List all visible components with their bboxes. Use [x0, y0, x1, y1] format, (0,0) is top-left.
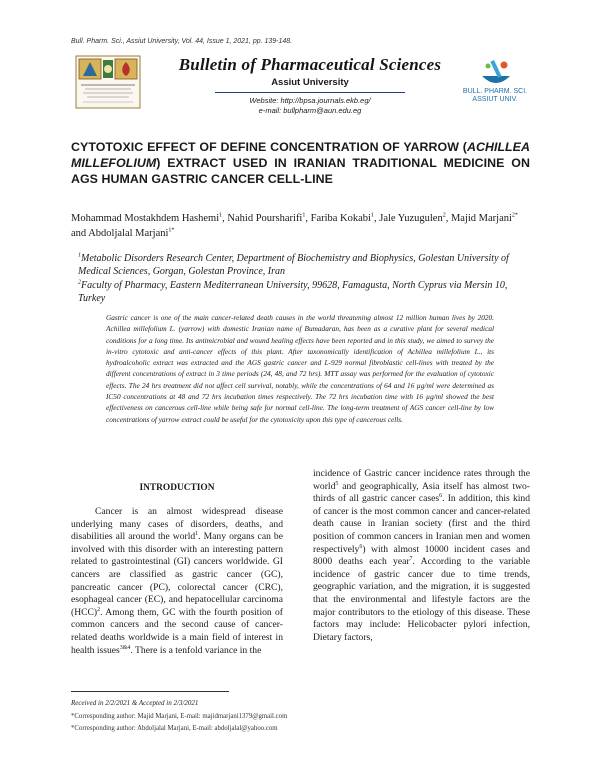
intro-left-column: [71, 506, 283, 657]
journal-logo-text: [455, 88, 535, 103]
author-affiliation-mark: 1*: [168, 227, 175, 234]
body-text: . There is a tenfold variance in the: [130, 644, 262, 656]
corresponding-author-1: *Corresponding author: Majid Marjani, E-mail: majidmarjani1379@gmail.com: [71, 713, 288, 720]
body-text: incidence of Gastric cancer incidence rates through the world: [313, 468, 530, 492]
author-affiliation-mark: 2*: [511, 212, 518, 219]
reference-mark: 7: [409, 555, 413, 562]
journal-logo-text-line1: BULL. PHARM. SCI.: [462, 88, 528, 95]
header-divider: [215, 92, 405, 93]
body-text: ) with almost 10000 incident cases and 8000 deaths each year: [313, 543, 530, 568]
article-title-part2: ) EXTRACT USED IN IRANIAN TRADITIONAL MEDICINE ON AGS HUMAN GASTRIC CANCER CELL-LINE: [71, 156, 530, 186]
abstract: Gastric cancer is one of the main cancer-related death causes in the world threatening almost 12 million human lives by 2020. Achillea millefolium L. (yarrow) with domestic Iranian name of Bumadaran, has been as a curative plant for several medical conditions for a long time. Its antimicrobial and wound healing effects have been reported and in this study, we aimed to survey the in-vitro cytotoxic and anti-cancer effects of this plant. After taxonomically identification of Achillea millefolium L., its hydroalcoholic extract was extracted and the AGS gastric cancer and L-929 normal fibroblastic cell-lines with treated by the different concentrations of extract in 3 time periods (24, 48, and 72 hrs). MTT assay was performed for the evaluation of cytotoxic effects. The 24 hrs treatment did not affect cell survival, notably, while the concentrations of 64 and 16 µg/ml were determined as IC50 concentrations at 48 and 72 hrs incubation times respectively. The 72 hrs incubation time with 16 µg/ml showed the best effectiveness on cancerous cell-line while being safe for normal cell-line. The long-term treatment of AGS cancer cell-line by low concentrations of yarrow extract could be useful for the cytotoxicity upon this type of cancerous cells.: [106, 313, 494, 424]
author-list: [71, 211, 531, 241]
reference-mark: 1: [195, 531, 199, 537]
affiliation-text: Faculty of Pharmacy, Eastern Mediterranean University, 99628, Famagusta, North Cyprus via Mersin 10, Turkey: [78, 280, 508, 304]
journal-logo-text-line2: ASSIUT UNIV.: [472, 95, 518, 103]
body-text: . Among them, GC with the fourth position of common cancers and the second cause of cancer-related deaths worldwide is a main field of interest in health issues: [71, 606, 283, 656]
intro-right-column: [313, 468, 530, 644]
author-name: Majid Marjani: [450, 213, 512, 224]
reference-mark: 6: [439, 493, 443, 499]
journal-name: Bulletin of Pharmaceutical Sciences: [178, 55, 442, 74]
author-name: Jale Yuzugulen: [379, 213, 443, 224]
author-affiliation-mark: 1: [219, 212, 223, 219]
body-text: . Many organs can be involved with this disorder with an interesting pattern related to gastrointestinal (GI) cancers worldwide. GI cancers are classified as gastric cancer (GC), pancreatic cancer (PC), colorectal cancer (CRC), esophageal cancer (EC), and hepatocellular carcinoma (HCC): [71, 531, 283, 618]
journal-header: [150, 55, 470, 115]
author-affiliation-mark: 1: [370, 212, 374, 219]
body-text: and geographically, Asia itself has almost two-thirds of all gastric cancer cases: [313, 480, 530, 505]
body-text: Cancer is an almost widespread disease underlying many cases of disorders, deaths, and disabilities all around the world: [71, 506, 283, 543]
author-name: Abdoljalal Marjani: [88, 228, 169, 239]
affiliation-text: Metabolic Disorders Research Center, Department of Biochemistry and Biophysics, Golestan University of Medical Sciences, Gorgan, Golestan Province, Iran: [78, 253, 509, 277]
affiliation-item: [78, 279, 530, 305]
corresponding-author-2: *Corresponding author: Abdoljalal Marjani, E-mail: abdoljalal@yahoo.com: [71, 725, 278, 732]
reference-mark: 6: [359, 543, 363, 550]
reference-mark: 5: [335, 480, 339, 487]
author-name: Nahid Poursharifi: [227, 213, 303, 224]
author-name: Mohammad Mostakhdem Hashemi: [71, 213, 220, 224]
section-heading-introduction: INTRODUCTION: [139, 483, 215, 493]
author-separator: ,: [373, 213, 380, 224]
university-logo: [75, 55, 141, 109]
author-separator: and: [71, 228, 89, 239]
journal-website[interactable]: Website: http://bpsa.journals.ekb.eg/: [249, 96, 371, 106]
university-name: Assiut University: [271, 77, 349, 88]
article-title-part1: CYTOTOXIC EFFECT OF DEFINE CONCENTRATION OF YARROW (: [71, 140, 467, 154]
affiliation-number: 2: [78, 279, 81, 286]
author-separator: ,: [305, 213, 311, 224]
body-text: . According to the variable incidence of gastric cancer due to time trends, geographic variation, and the migration, it is suggested that the environmental and lifestyle factors are the major contributors to the etiology of this disease. These factors may include: Helicobacter pylori infection, Dietary factors,: [313, 556, 530, 643]
affiliation-item: [78, 252, 530, 278]
received-accepted-dates: Received in 2/2/2021 & Accepted in 2/3/2021: [71, 699, 199, 707]
article-title-species: ACHILLEA MILLEFOLIUM: [71, 140, 530, 170]
journal-email[interactable]: e-mail: bullpharm@aun.edu.eg: [258, 106, 362, 116]
affiliations: [78, 252, 530, 306]
body-text: . In addition, this kind of cancer is the most common cancer and cancer-related death cause in Iranian society (first and the third position of common cancers in Iranian men and women respectively: [313, 493, 531, 555]
author-separator: ,: [222, 213, 228, 224]
journal-citation: Bull. Pharm. Sci., Assiut University, Vol. 44, Issue 1, 2021, pp. 139-148.: [71, 38, 293, 45]
author-name: Fariba Kokabi: [310, 213, 371, 224]
reference-mark: 3&4: [119, 644, 131, 651]
reference-mark: 2: [97, 606, 101, 613]
author-separator: ,: [445, 213, 451, 224]
author-affiliation-mark: 2: [442, 212, 446, 219]
affiliation-number: 1: [78, 252, 81, 259]
author-affiliation-mark: 1: [302, 212, 306, 219]
footnote-divider: [71, 691, 229, 692]
article-title: [71, 139, 530, 187]
